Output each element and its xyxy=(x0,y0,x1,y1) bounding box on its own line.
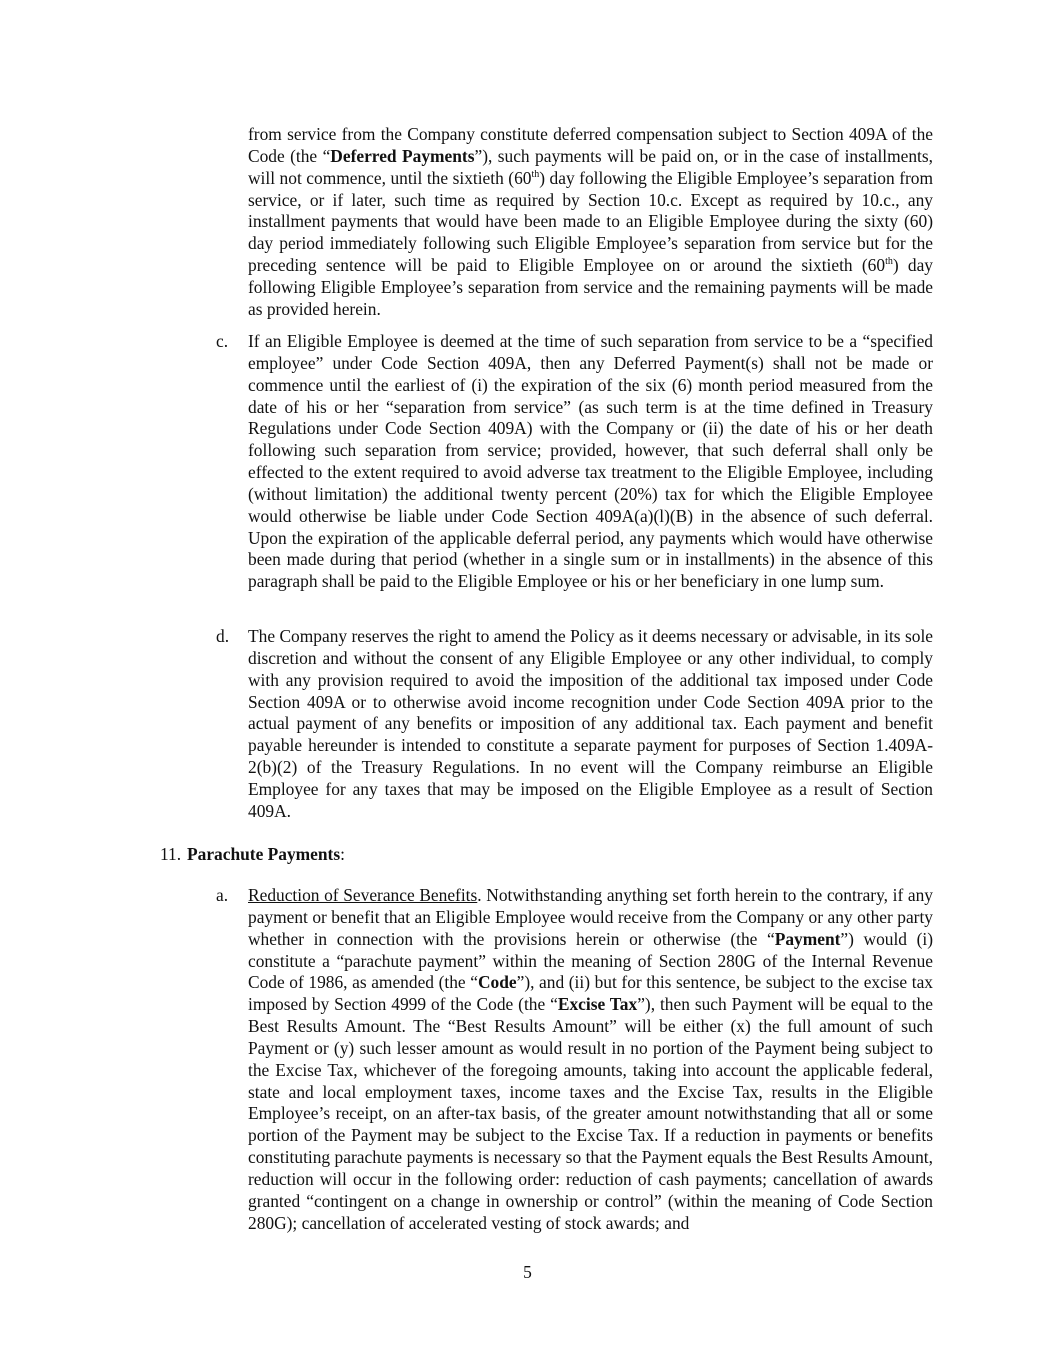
paragraph-d: The Company reserves the right to amend the Policy as it deems necessary or advisable, in its sole discretion and without the consent of any Eligible Employee or any other individual, to comply with any provision required to avoid the imposition of the additional tax imposed under Code Section 409A or to otherwise avoid income recognition under Code Section 409A prior to the actual payment of any benefits or imposition of any additional tax. Each payment and benefit payable hereunder is intended to constitute a separate payment for purposes of Section 1.409A-2(b)(2) of the Treasury Regulations. In no event will the Company reimburse an Eligible Employee for any taxes that may be imposed on the Eligible Employee as a result of Section 409A. xyxy=(248,626,933,821)
text-run: ”) would (i) constitute a “parachute payment” within the meaning of Section 280G of the Internal Revenue Code of 1986, as amended (the “ xyxy=(248,928,933,993)
section-title: Parachute Payments xyxy=(187,844,341,864)
paragraph-c: If an Eligible Employee is deemed at the time of such separation from service to be a “specified employee” under Code Section 409A, then any Deferred Payment(s) shall not be made or commence until the earliest of (i) the expiration of the six (6) month period measured from the date of his or her “separation from service” (as such term is at the time defined in Treasury Regulations under Code Section 409A) with the Company or (ii) the date of his or her death following such separation from service; provided, however, that such deferral shall only be effected to the extent required to avoid adverse tax treatment to the Eligible Employee, including (without limitation) the additional twenty percent (20%) tax for which the Eligible Employee would otherwise be liable under Code Section 409A(a)(l)(B) in the absence of such deferral. Upon the expiration of the applicable deferral period, any payments which would have otherwise been made during that period (whether in a single sum or in installments) in the absence of this paragraph shall be paid to the Eligible Employee or his or her beneficiary in one lump sum. xyxy=(248,331,933,592)
ordinal-superscript: th xyxy=(885,256,893,268)
section-number: 11. xyxy=(160,844,182,864)
list-marker-a: a. xyxy=(216,885,229,905)
ordinal-superscript: th xyxy=(531,168,540,180)
text-run: ”), then such Payment will be equal to the Best Results Amount. The “Best Results Amount” will be either (x) the full amount of such Payment or (y) such lesser amount as would result in no portion of the Payment being subject to the Excise Tax, whichever of the foregoing amounts, taking into account the applicable federal, state and local employment taxes, income taxes and the Excise Tax, results in the Eligible Employee’s receipt, on an after-tax basis, of the greater amount notwithstanding that all or some portion of the Payment may be subject to the Excise Tax. If a reduction in payments or benefits constituting parachute payments is necessary so that the Payment equals the Best Results Amount, reduction will occur in the following order: reduction of cash payments; cancellation of awards granted “contingent on a change in ownership or control” (within the meaning of Code Section 280G); cancellation of accelerated vesting of stock awards; and xyxy=(248,994,933,1233)
list-marker-c: c. xyxy=(216,331,229,351)
text-run: from service from the Company constitute deferred compensation subject to Section 409A of the Code (the “ xyxy=(248,124,933,166)
defined-term-code: Code xyxy=(477,972,517,993)
paragraph-11a xyxy=(248,885,933,1235)
subsection-heading: Reduction of Severance Benefits xyxy=(248,885,478,905)
section-title-colon: : xyxy=(340,844,345,864)
text-run: ) day following Eligible Employee’s separation from service and the remaining payments will be made as provided herein. xyxy=(248,255,934,319)
list-marker-d: d. xyxy=(216,626,230,646)
text-run: ) day following the Eligible Employee’s separation from service, or if later, such time as required by Section 10.c. Except as required by 10.c., any installment payments that would have been made to an Eligible Employee during the sixty (60) day period immediately following such Eligible Employee’s separation from service but for the preceding sentence will be paid to Eligible Employee on or around the sixtieth (60 xyxy=(248,167,933,276)
text-run: ”), and (ii) but for this sentence, be subject to the excise tax imposed by Section 4999 of the Code (the “ xyxy=(248,972,933,1015)
defined-term-payment: Payment xyxy=(774,928,841,949)
page-number: 5 xyxy=(523,1262,532,1282)
section-11-heading xyxy=(160,844,920,866)
text-run: . Notwithstanding anything set forth herein to the contrary, if any payment or benefit that an Eligible Employee would receive from the Company or any other party whether in connection with the provisions herein or otherwise (the “ xyxy=(248,885,933,949)
paragraph-b-continuation xyxy=(248,124,933,321)
defined-term-excise-tax: Excise Tax xyxy=(557,994,638,1015)
text-run: ”), such payments will be paid on, or in the case of installments, will not commence, until the sixtieth (60 xyxy=(248,145,933,188)
defined-term-deferred-payments: Deferred Payments xyxy=(330,145,475,166)
